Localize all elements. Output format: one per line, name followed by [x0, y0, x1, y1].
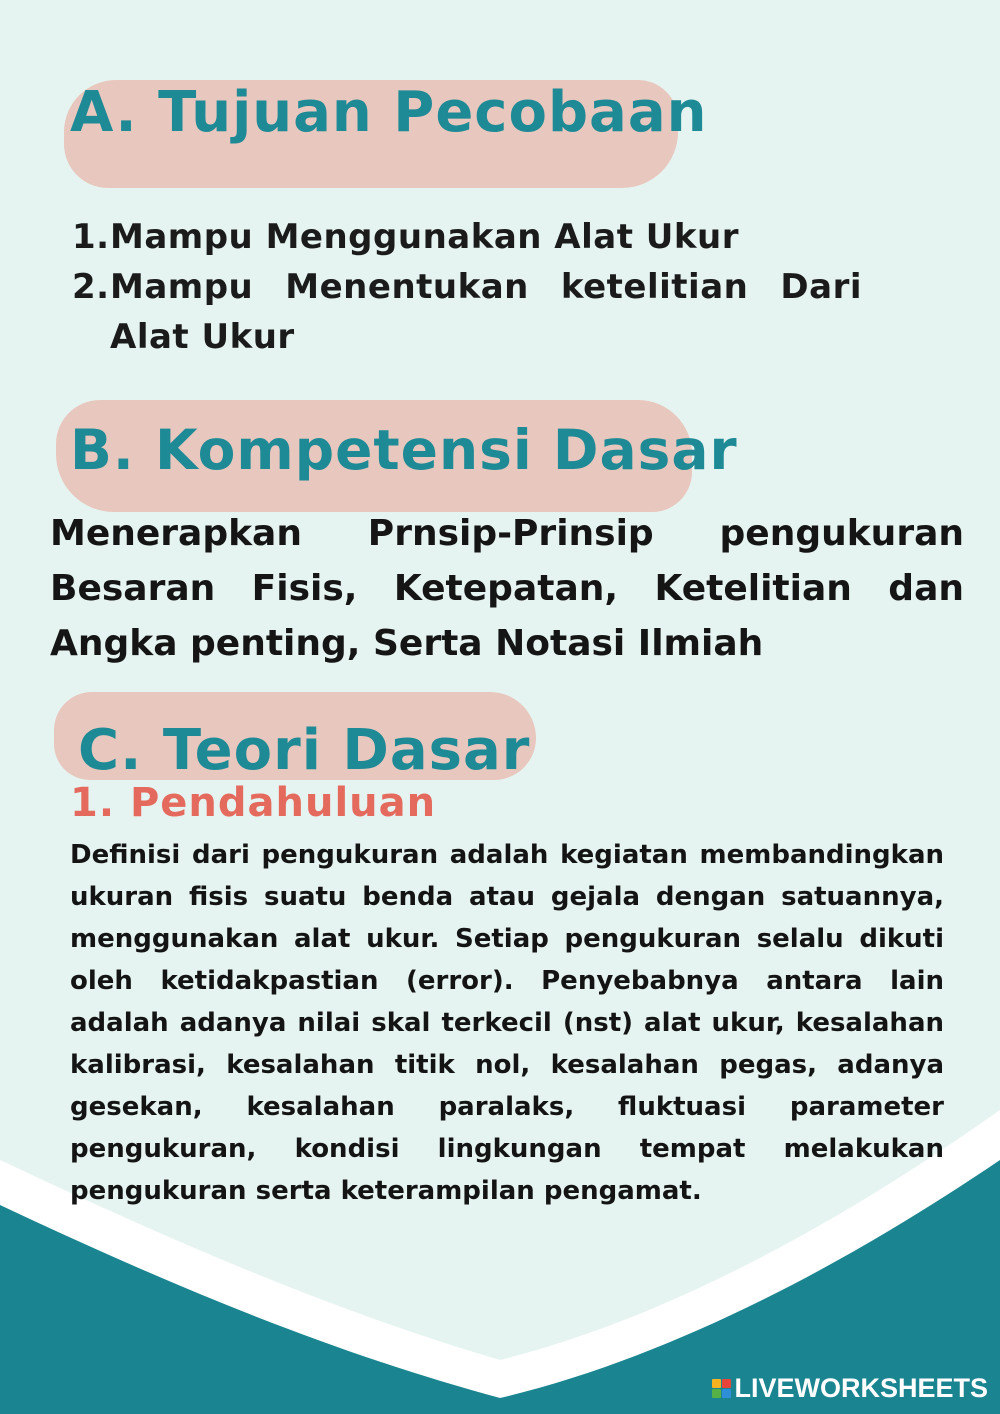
objective-number: 1.	[72, 217, 110, 257]
liveworksheets-brand	[712, 1373, 988, 1404]
introduction-subheading: 1. Pendahuluan	[70, 780, 437, 826]
section-a-heading: A. Tujuan Pecobaan	[70, 80, 708, 145]
objective-item	[72, 212, 862, 262]
objectives-list	[72, 212, 862, 362]
logo-square	[722, 1379, 731, 1388]
logo-square	[722, 1389, 731, 1398]
objective-number: 2.	[72, 267, 110, 307]
objective-text: Mampu Menentukan ketelitian Dari Alat Ukur	[110, 267, 862, 357]
logo-square	[712, 1379, 721, 1388]
section-b-heading: B. Kompetensi Dasar	[70, 418, 738, 482]
competency-text: Menerapkan Prnsip-Prinsip pengukuran Besaran Fisis, Ketepatan, Ketelitian dan Angka penting, Serta Notasi Ilmiah	[50, 513, 964, 664]
brand-name: LIVEWORKSHEETS	[734, 1373, 988, 1403]
objective-item	[72, 262, 862, 362]
logo-square	[712, 1389, 721, 1398]
liveworksheets-logo-icon	[712, 1379, 731, 1398]
objective-text: Mampu Menggunakan Alat Ukur	[110, 217, 740, 257]
section-c-heading: C. Teori Dasar	[78, 718, 531, 783]
introduction-text: Definisi dari pengukuran adalah kegiatan membandingkan ukuran fisis suatu benda atau gejala dengan satuannya, menggunakan alat ukur. Setiap pengukuran selalu dikuti oleh ketidakpastian (error). Penyebabnya antara lain adalah adanya nilai skal terkecil (nst) alat ukur, kesalahan kalibrasi, kesalahan titik nol, kesalahan pegas, adanya gesekan, kesalahan paralaks, fluktuasi parameter pengukuran, kondisi lingkungan tempat melakukan pengukuran serta keterampilan pengamat.	[70, 840, 944, 1206]
